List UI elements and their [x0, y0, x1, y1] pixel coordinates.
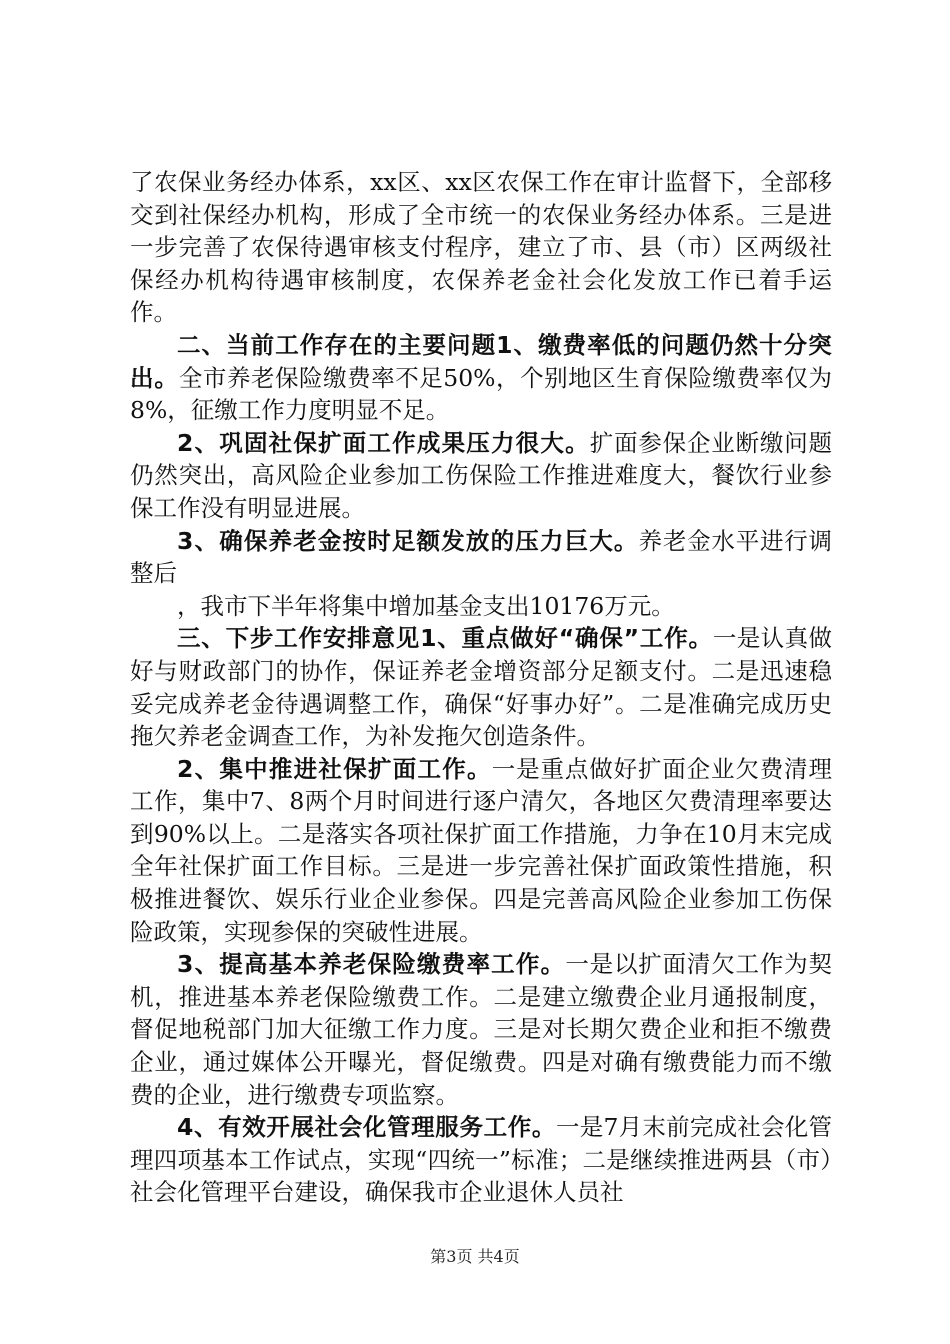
paragraph-5	[130, 622, 832, 752]
paragraph-2	[130, 329, 832, 427]
paragraph-2-heading: 二、当前工作存在的主要问题1、缴费率低的问题仍然十分突出。	[130, 330, 832, 392]
paragraph-7-heading: 3、提高基本养老保险缴费率工作。	[177, 950, 566, 979]
paragraph-3-body: 扩面参保企业断缴问题仍然突出，高风险企业参加工伤保险工作推进难度大，餐饮行业参保工作没有明显进展。	[130, 428, 832, 522]
paragraph-4-heading: 3、确保养老金按时足额发放的压力巨大。	[177, 526, 639, 555]
paragraph-6-heading: 2、集中推进社保扩面工作。	[177, 754, 492, 783]
paragraph-1-body: 了农保业务经办体系，xx区、xx区农保工作在审计监督下，全部移交到社保经办机构，形成了全市统一的农保业务经办体系。三是进一步完善了农保待遇审核支付程序，建立了市、县（市）区两级社保经办机构待遇审核制度，农保养老金社会化发放工作已着手运作。	[130, 168, 832, 327]
paragraph-8-heading: 4、有效开展社会化管理服务工作。	[177, 1113, 556, 1142]
paragraph-3	[130, 427, 832, 525]
paragraph-1	[130, 166, 832, 329]
paragraph-5-body: 一是认真做好与财政部门的协作，保证养老金增资部分足额支付。二是迅速稳妥完成养老金待遇调整工作，确保“好事办好”。二是准确完成历史拖欠养老金调查工作，为补发拖欠创造条件。	[130, 624, 832, 751]
paragraph-6	[130, 753, 832, 949]
paragraph-4-continuation: ，我市下半年将集中增加基金支出10176万元。	[177, 591, 675, 620]
page-footer	[0, 1244, 950, 1267]
paragraph-8-body: 一是7月末前完成社会化管理四项基本工作试点，实现“四统一”标准；二是继续推进两县（市）社会化管理平台建设，确保我市企业退休人员社	[130, 1113, 832, 1207]
paragraph-4-body: 养老金水平进行调整后	[130, 526, 833, 588]
paragraph-3-heading: 2、巩固社保扩面工作成果压力很大。	[177, 428, 590, 457]
document-page	[130, 166, 832, 1209]
paragraph-5-heading: 三、下步工作安排意见1、重点做好“确保”工作。	[177, 624, 713, 653]
paragraph-6-body: 一是重点做好扩面企业欠费清理工作，集中7、8两个月时间进行逐户清欠，各地区欠费清理率要达到90%以上。二是落实各项社保扩面工作措施，力争在10月末完成全年社保扩面工作目标。三是进一步完善社保扩面政策性措施，积极推进餐饮、娱乐行业企业参保。四是完善高风险企业参加工伤保险政策，实现参保的突破性进展。	[130, 754, 832, 946]
paragraph-8	[130, 1111, 832, 1209]
page-number-label: 第3页 共4页	[430, 1247, 520, 1266]
paragraph-7-body: 一是以扩面清欠工作为契机，推进基本养老保险缴费工作。二是建立缴费企业月通报制度，督促地税部门加大征缴工作力度。三是对长期欠费企业和拒不缴费企业，通过媒体公开曝光，督促缴费。四是对确有缴费能力而不缴费的企业，进行缴费专项监察。	[130, 950, 832, 1109]
paragraph-2-body: 全市养老保险缴费率不足50%，个别地区生育保险缴费率仅为8%，征缴工作力度明显不足。	[130, 363, 832, 425]
paragraph-4	[130, 525, 832, 623]
paragraph-7	[130, 948, 832, 1111]
